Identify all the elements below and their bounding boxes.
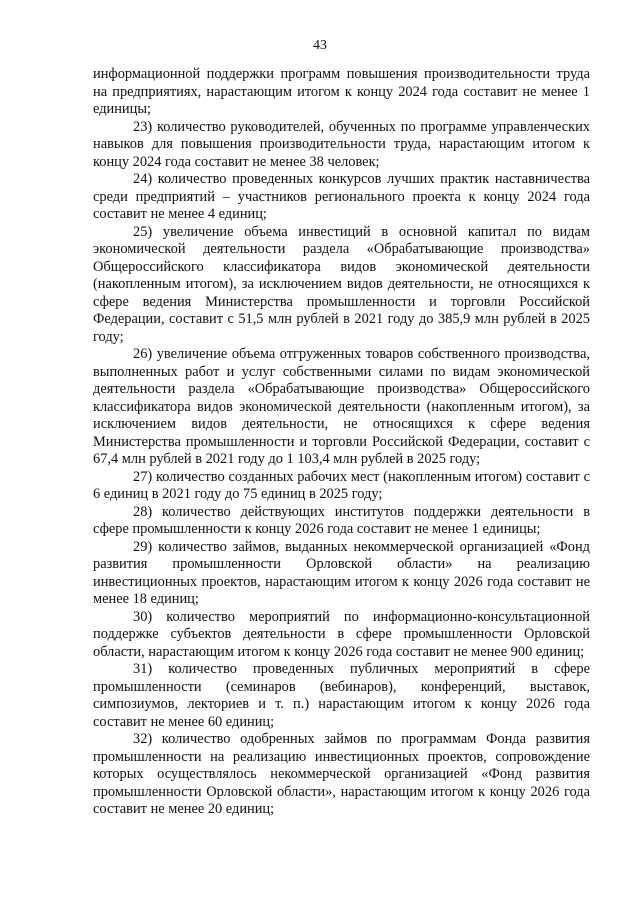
- list-item-28: 28) количество действующих институтов поддержки деятельности в сфере промышленности к концу 2026 года составит не менее 1 единицы;: [93, 503, 590, 537]
- list-item-26: 26) увеличение объема отгруженных товаров собственного производства, выполненных работ и услуг собственными силами по видам экономической деятельности раздела «Обрабатывающие производства» Общероссийского классификатора видов экономической деятельности (накопленным итогом), за исключением видов деятельности, не относящихся к сфере ведения Министерства промышленности и торговли Российской Федерации, составит с 67,4 млн рублей в 2021 году до 1 103,4 млн рублей в 2025 году;: [93, 346, 590, 467]
- list-item-25: 25) увеличение объема инвестиций в основной капитал по видам экономической деятельности раздела «Обрабатывающие производства» Общероссийского классификатора видов экономической деятельности (накопленным итогом), за исключением видов деятельности, не относящихся к сфере ведения Министерства промышленности и торговли Российской Федерации, составит с 51,5 млн рублей в 2021 году до 385,9 млн рублей в 2025 году;: [93, 223, 590, 345]
- list-item-23: 23) количество руководителей, обученных по программе управленческих навыков для повышения производительности труда, нарастающим итогом к концу 2024 года составит не менее 38 человек;: [93, 118, 590, 170]
- list-item-27: 27) количество созданных рабочих мест (накопленным итогом) составит с 6 единиц в 2021 году до 75 единиц в 2025 году;: [93, 468, 590, 502]
- list-item-31: 31) количество проведенных публичных мероприятий в сфере промышленности (семинаров (вебинаров), конференций, выставок, симпозиумов, лекториев и т. п.) нарастающим итогом к концу 2026 года составит не менее 60 единиц;: [93, 661, 590, 730]
- list-item-24: 24) количество проведенных конкурсов лучших практик наставничества среди предприятий – участников регионального проекта к концу 2024 года составит не менее 4 единиц;: [93, 171, 590, 222]
- list-item-29: 29) количество займов, выданных некоммерческой организацией «Фонд развития промышленности Орловской области» на реализацию инвестиционных проектов, нарастающим итогом к концу 2026 года составит не менее 18 единиц;: [93, 538, 590, 607]
- list-item-30: 30) количество мероприятий по информационно-консультационной поддержке субъектов деятельности в сфере промышленности Орловской области, нарастающим итогом к концу 2026 года составит не менее 900 единиц;: [93, 608, 590, 660]
- page-number: 43: [313, 38, 327, 53]
- document-body: [93, 66, 590, 819]
- paragraph-continuation: информационной поддержки программ повышения производительности труда на предприятиях, нарастающим итогом к концу 2024 года составит не менее 1 единицы;: [93, 66, 590, 117]
- list-item-32: 32) количество одобренных займов по программам Фонда развития промышленности на реализацию инвестиционных проектов, сопровождение которых осуществлялось некоммерческой организацией «Фонд развития промышленности Орловской области», нарастающим итогом к концу 2026 года составит не менее 20 единиц;: [93, 731, 590, 817]
